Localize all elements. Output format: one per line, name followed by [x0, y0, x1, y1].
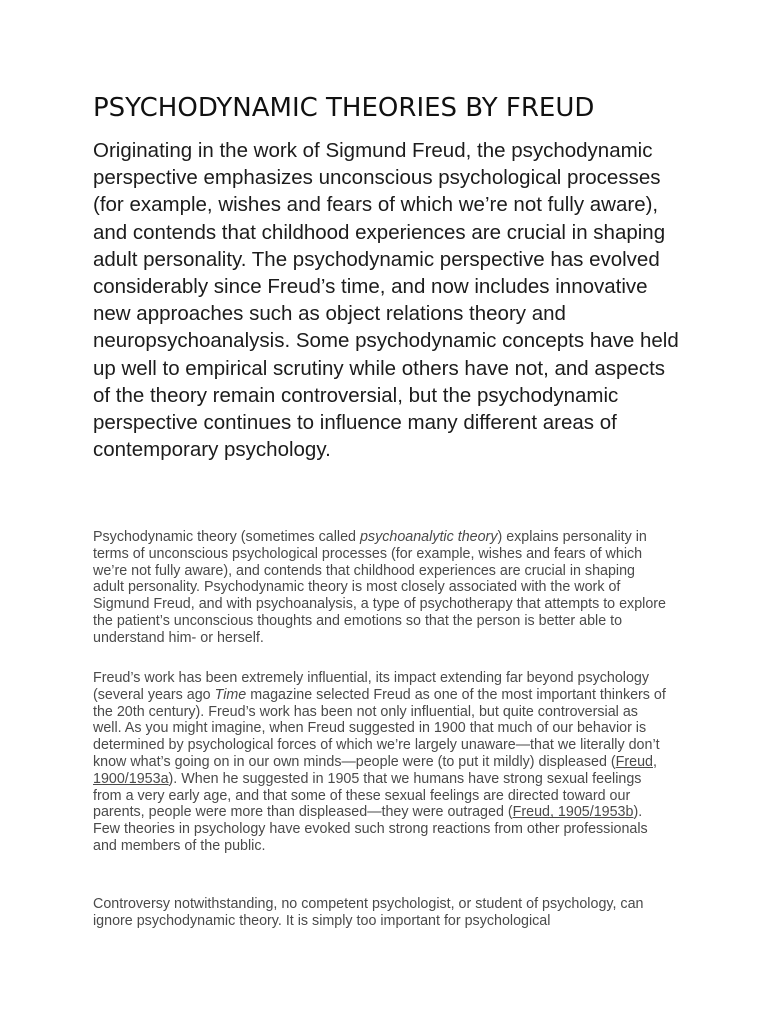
citation-link-freud-1900[interactable]: Freud, 1900/1953a — [93, 753, 657, 787]
para1-italic-term: psychoanalytic theory — [359, 529, 498, 545]
citation-link-freud-1905[interactable]: Freud, 1905/1953b — [512, 804, 634, 821]
document-title: PSYCHODYNAMIC THEORIES BY FREUD — [93, 93, 595, 123]
para2-text-2: magazine selected Freud as one of the most important thinkers of the 20th century). Freud’s work has been not only influential, but quite controversial as well. As you might imagine, when Freud suggested in 1900 that much of our behavior is determined by psychological forces of which we’re largely unaware—that we literally don’t know what’s going on in our own minds—people were (to put it mildly) displeased ( — [93, 686, 666, 770]
para1-text-end: ) explains personality in terms of unconscious psychological processes (for example, wishes and fears of which we’re not fully aware), and contends that childhood experiences are crucial in shaping adult personality. Psychodynamic theory is most closely associated with the work of Sigmund Freud, and with psychoanalysis, a type of psychotherapy that attempts to explore the patient’s unconscious thoughts and emotions so that the person is better able to understand him- or herself. — [93, 529, 666, 646]
para2-text-4: ). Few theories in psychology have evoked such strong reactions from other professionals and members of the public. — [93, 804, 648, 854]
body-paragraph-1 — [93, 529, 668, 647]
para2-text-1: Freud’s work has been extremely influential, its impact extending far beyond psychology (several years ago — [93, 670, 650, 703]
body-paragraph-2 — [93, 670, 668, 855]
para1-text-start: Psychodynamic theory (sometimes called — [93, 529, 360, 545]
body-paragraph-3: Controversy notwithstanding, no competent psychologist, or student of psychology, can ignore psychodynamic theory. It is simply too important for psychological — [93, 896, 644, 929]
para2-text-3: ). When he suggested in 1905 that we humans have strong sexual feelings from a very early age, and that some of these sexual feelings are directed toward our parents, people were more than displeased—they were outraged ( — [93, 770, 642, 821]
para2-italic-magazine: Time — [214, 686, 247, 703]
intro-paragraph: Originating in the work of Sigmund Freud, the psychodynamic perspective emphasizes unconscious psychological processes (for example, wishes and fears of which we’re not fully aware), and contends that childhood experiences are crucial in shaping adult personality. The psychodynamic perspective has evolved considerably since Freud’s time, and now includes innovative new approaches such as object relations theory and neuropsychoanalysis. Some psychodynamic concepts have held up well to empirical scrutiny while others have not, and aspects of the theory remain controversial, but the psychodynamic perspective continues to influence many different areas of contemporary psychology. — [93, 139, 679, 462]
